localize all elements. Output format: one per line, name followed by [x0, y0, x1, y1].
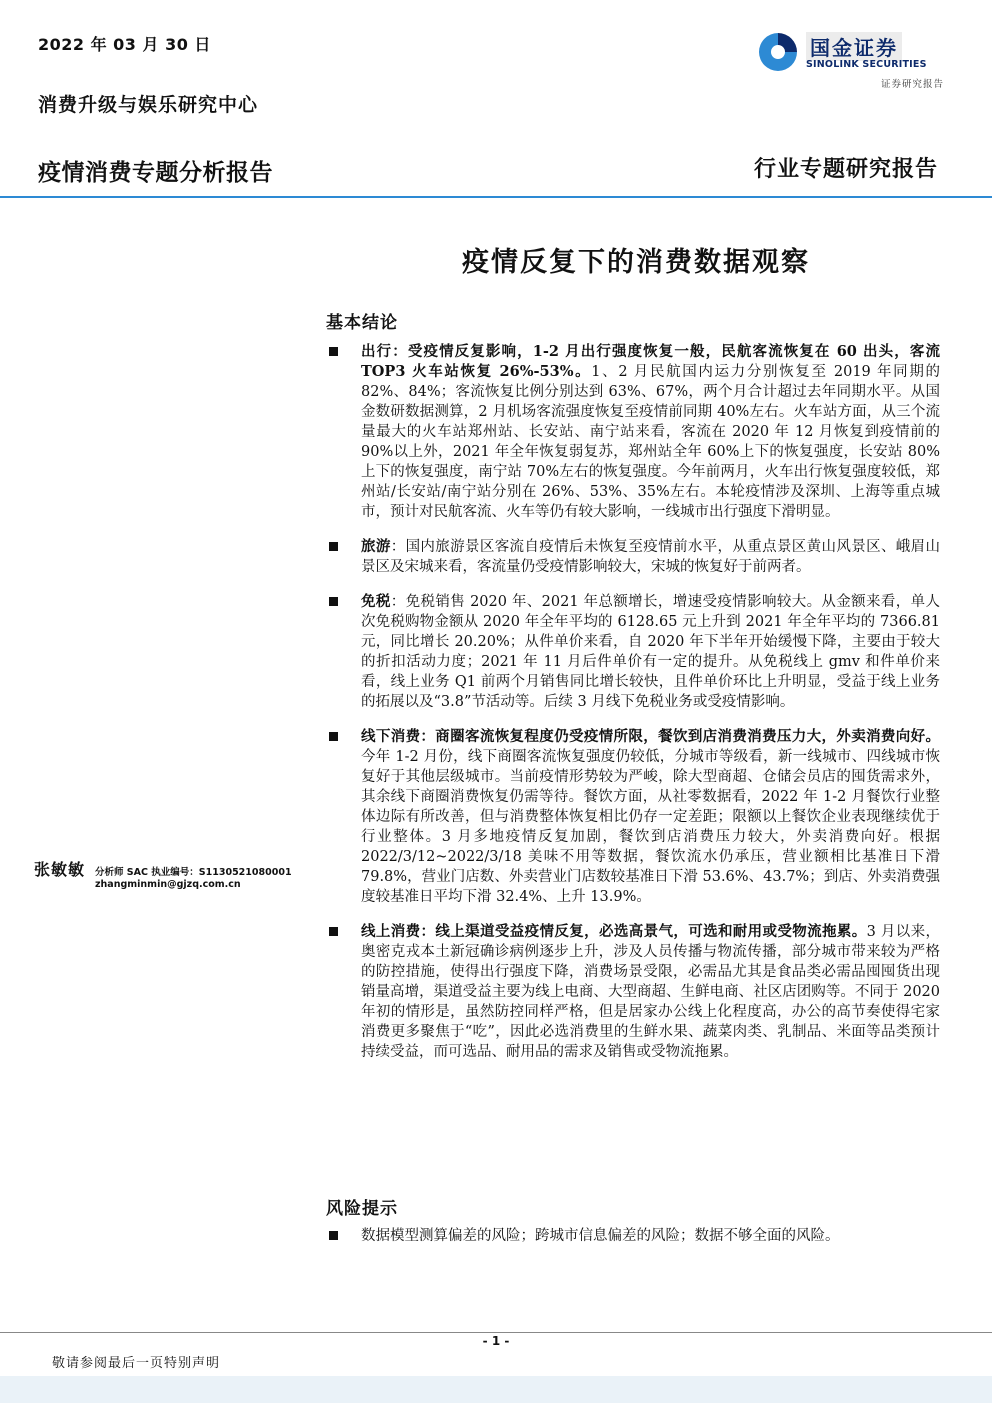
bullet-square-icon	[329, 542, 338, 551]
analyst-cert: 分析师 SAC 执业编号：S1130521080001	[95, 867, 292, 878]
report-category: 行业专题研究报告	[753, 156, 938, 182]
bullet-body: 今年 1-2 月份，线下商圈客流恢复强度仍较低，分城市等级看，新一线城市、四线城市恢复好于其他层级城市。当前疫情形势较为严峻，除大型商超、仓储会员店的囤货需求外，其余线下商圈消费恢复仍需等待。餐饮方面，从社零数据看，2022 年 1-2 月餐饮行业整体边际有所改善，但与消费整体恢复相比仍存一定差距；限额以上餐饮企业表现继续优于行业整体。3 月多地疫情反复加剧，餐饮到店消费压力较大，外卖消费向好。根据 2022/3/12~2022/3/18 美味不用等数据，餐饮流水仍承压，营业额相比基准日下滑 79.8%，营业门店数、外卖营业门店数较基准日下滑 53.6%、43.7%；到店、外卖消费强度较基准日平均下滑 32.4%、上升 13.9%。	[361, 749, 940, 905]
research-center: 消费升级与娱乐研究中心	[38, 94, 259, 116]
bullet-lead: 免税	[361, 593, 391, 610]
company-logo	[756, 30, 946, 92]
bullet-lead: 旅游	[361, 538, 391, 555]
bullet-item	[326, 342, 940, 522]
analyst-name: 张敏敏	[34, 860, 86, 879]
bullet-body: 1、2 月民航国内运力分别恢复至 2019 年同期的 82%、84%；客流恢复比例分别达到 63%、67%，两个月合计超过去年同期水平。从国金数研数据测算，2 月机场客流强度恢复至疫情前同期 40%左右。火车站方面，从三个流量最大的火车站郑州站、长安站、南宁站来看，客流在 2020 年 12 月恢复到疫情前的 90%以上外，2021 年全年恢复弱复苏，郑州站全年 60%上下的恢复强度，长安站 80%上下的恢复强度，南宁站 70%左右的恢复强度。今年前两月，火车出行恢复强度较低，郑州站/长安站/南宁站分别在 26%、53%、35%左右。本轮疫情涉及深圳、上海等重点城市，预计对民航客流、火车等仍有较大影响，一线城市出行强度下滑明显。	[361, 364, 940, 520]
bullet-body: 数据模型测算偏差的风险；跨城市信息偏差的风险；数据不够全面的风险。	[361, 1228, 840, 1244]
bullet-item	[326, 1226, 940, 1246]
bullet-square-icon	[329, 597, 338, 606]
footer-band	[0, 1376, 992, 1403]
report-date: 2022 年 03 月 30 日	[38, 35, 211, 54]
risk-list	[326, 1226, 940, 1261]
bullet-item	[326, 592, 940, 712]
logo-subtitle: 证券研究报告	[880, 79, 944, 90]
bullet-lead: 线上消费：线上渠道受益疫情反复，必选高景气，可选和耐用或受物流拖累。	[361, 923, 867, 940]
bullet-lead: 线下消费：商圈客流恢复程度仍受疫情所限，餐饮到店消费消费压力大，外卖消费向好。	[361, 728, 940, 745]
bullet-item	[326, 537, 940, 577]
bullet-lead: 出行：受疫情反复影响，1-2 月出行强度恢复一般，民航客流恢复在 60 出头，客流 TOP3 火车站恢复 26%-53%。	[361, 343, 940, 380]
bullet-item	[326, 922, 940, 1062]
bullet-body: ：免税销售 2020 年、2021 年总额增长，增速受疫情影响较大。从金额来看，单人次免税购物金额从 2020 年全年平均的 6128.65 元上升到 2021 年全年平均的 7366.81 元，同比增长 20.20%；从件单价来看，自 2020 年下半年开始缓慢下降，主要由于较大的折扣活动力度；2021 年 11 月后件单价有一定的提升。从免税线上 gmv 和件单价来看，线上业务 Q1 前两个月销售同比增长较快，且件单价环比上升明显，受益于线上业务的拓展以及“3.8”节活动等。后续 3 月线下免税业务或受疫情影响。	[361, 594, 941, 710]
conclusions-list	[326, 342, 940, 1077]
logo-name-cn: 国金证券	[806, 32, 902, 61]
analyst-email: zhangminmin@gjzq.com.cn	[95, 879, 241, 890]
report-title: 疫情反复下的消费数据观察	[462, 247, 810, 278]
section-heading-risk: 风险提示	[326, 1199, 398, 1219]
logo-name-en: SINOLINK SECURITIES	[806, 59, 927, 70]
report-type: 疫情消费专题分析报告	[38, 160, 273, 186]
bullet-item	[326, 727, 940, 907]
sinolink-logo-icon	[756, 30, 800, 74]
bullet-square-icon	[329, 1231, 338, 1240]
bullet-square-icon	[329, 927, 338, 936]
bullet-body: ：国内旅游景区客流自疫情后未恢复至疫情前水平，从重点景区黄山风景区、峨眉山景区及宋城来看，客流量仍受疫情影响较大，宋城的恢复好于前两者。	[361, 539, 941, 575]
bullet-body: 3 月以来，奥密克戎本土新冠确诊病例逐步上升，涉及人员传播与物流传播，部分城市带来较为严格的防控措施，使得出行强度下降，消费场景受限，必需品尤其是食品类必需品囤囤货出现销量高增，渠道受益主要为线上电商、大型商超、生鲜电商、社区店团购等。不同于 2020 年初的情形是，虽然防控同样严格，但是居家办公线上化程度高，办公的高节奏使得宅家消费更多聚焦于“吃”，因此必选消费里的生鲜水果、蔬菜肉类、乳制品、米面等品类预计持续受益，而可选品、耐用品的需求及销售或受物流拖累。	[361, 924, 940, 1060]
page-number: - 1 -	[482, 1334, 510, 1348]
section-heading-conclusions: 基本结论	[326, 313, 398, 333]
header-divider	[0, 196, 992, 198]
footer-disclaimer: 敬请参阅最后一页特别声明	[52, 1356, 221, 1371]
bullet-square-icon	[329, 347, 338, 356]
bullet-square-icon	[329, 732, 338, 741]
footer-divider	[0, 1332, 992, 1333]
